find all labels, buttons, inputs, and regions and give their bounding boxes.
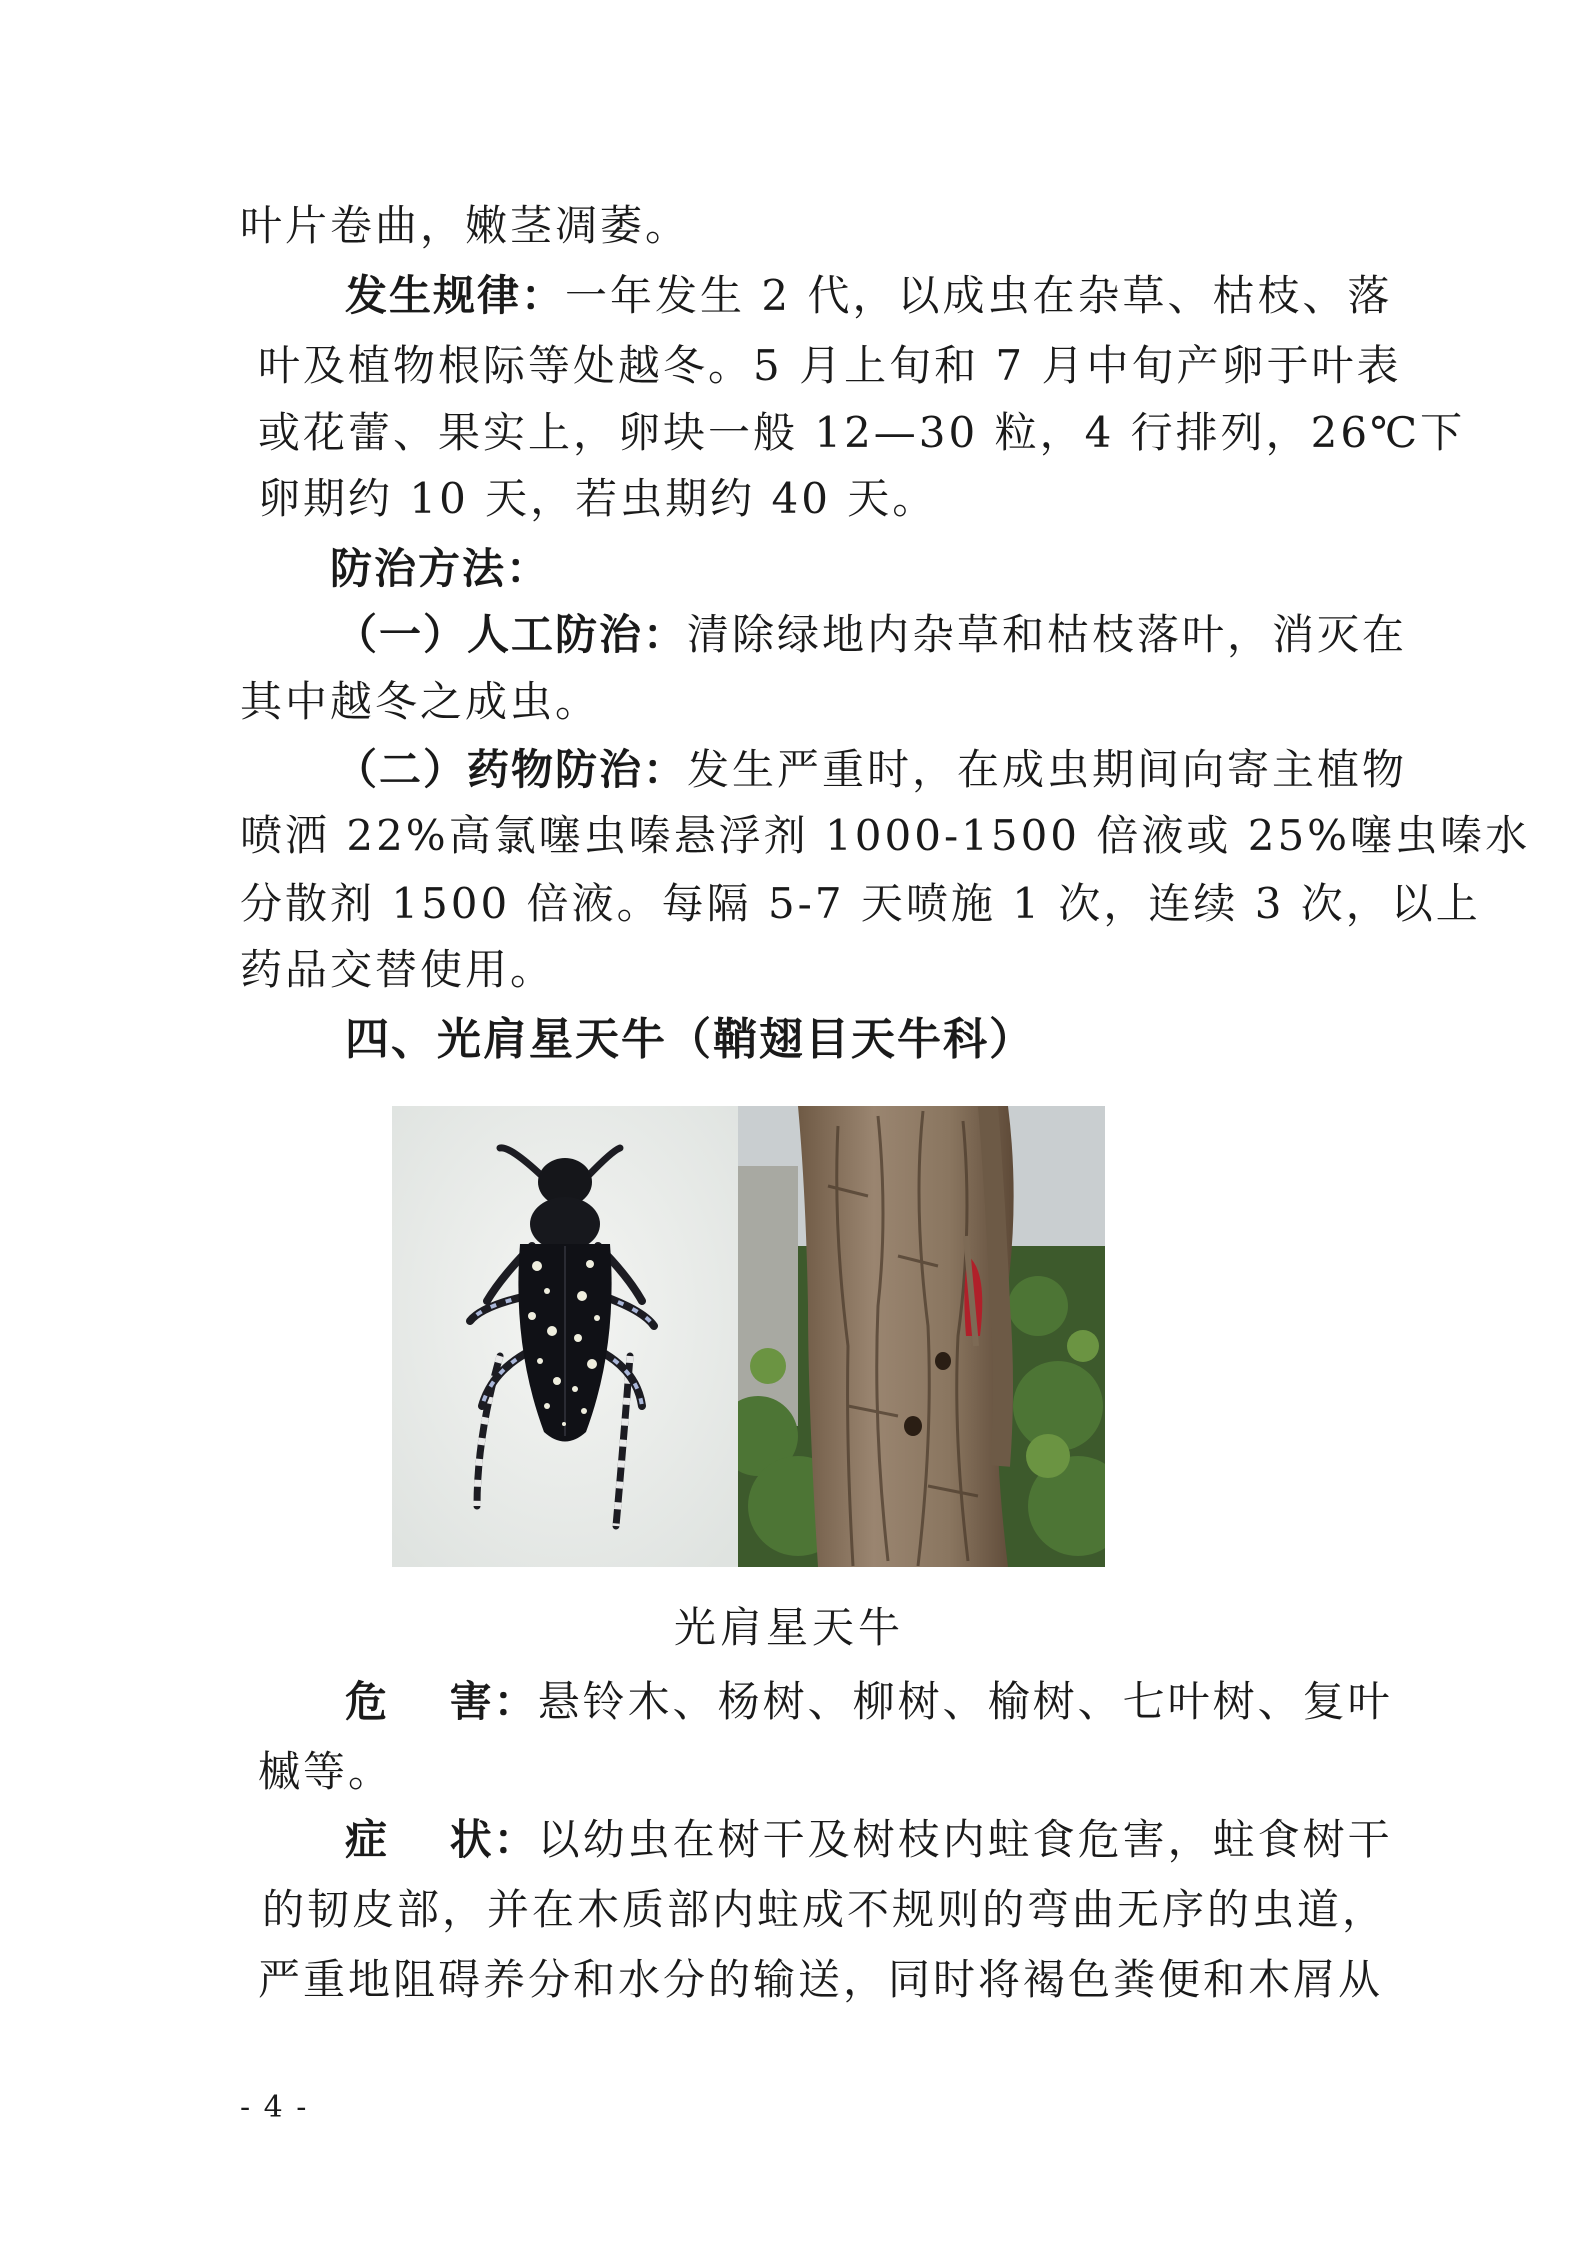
manual-label: （一）人工防治： bbox=[335, 610, 688, 659]
symptom-text: 以幼虫在树干及树枝内蛀食危害，蛀食树干 bbox=[537, 1815, 1393, 1864]
paragraph-symptom bbox=[345, 1810, 1393, 1870]
text-line: 或花蕾、果实上，卵块一般 12—30 粒，4 行排列，26℃下 bbox=[258, 408, 1466, 457]
text-line: 严重地阻碍养分和水分的输送，同时将褐色粪便和木屑从 bbox=[258, 1955, 1384, 2004]
tree-trunk-damage-image bbox=[738, 1106, 1105, 1567]
symptom-label: 症 状： bbox=[345, 1815, 538, 1864]
text-line: 分散剂 1500 倍液。每隔 5-7 天喷施 1 次，连续 3 次，以上 bbox=[240, 879, 1481, 928]
text-line: 喷洒 22%高氯噻虫嗪悬浮剂 1000-1500 倍液或 25%噻虫嗪水 bbox=[240, 811, 1531, 860]
manual-text: 清除绿地内杂草和枯枝落叶，消灭在 bbox=[687, 610, 1408, 659]
page-number: - 4 - bbox=[240, 2090, 309, 2125]
harm-label: 危 害： bbox=[345, 1677, 538, 1726]
occurrence-text: 一年发生 2 代，以成虫在杂草、枯枝、落 bbox=[565, 271, 1393, 320]
text-line: 叶及植物根际等处越冬。5 月上旬和 7 月中旬产卵于叶表 bbox=[258, 341, 1402, 390]
figure-caption: 光肩星天牛 bbox=[674, 1603, 905, 1652]
chem-label: （二）药物防治： bbox=[335, 745, 688, 794]
text-line: 的韧皮部，并在木质部内蛀成不规则的弯曲无序的虫道， bbox=[262, 1885, 1388, 1934]
paragraph-occurrence bbox=[345, 266, 1392, 326]
section-heading: 四、光肩星天牛（鞘翅目天牛科） bbox=[345, 1014, 1035, 1065]
harm-text: 悬铃木、杨树、柳树、榆树、七叶树、复叶 bbox=[537, 1677, 1393, 1726]
text-line: 其中越冬之成虫。 bbox=[240, 677, 601, 726]
paragraph-chemical bbox=[335, 740, 1407, 800]
text-line: 卵期约 10 天，若虫期约 40 天。 bbox=[258, 474, 938, 523]
beetle-specimen-image bbox=[392, 1106, 738, 1567]
text-line: 药品交替使用。 bbox=[240, 945, 556, 994]
control-heading: 防治方法： bbox=[330, 544, 551, 593]
paragraph-harm bbox=[345, 1672, 1393, 1732]
paragraph-manual bbox=[335, 605, 1407, 665]
chem-text: 发生严重时，在成虫期间向寄主植物 bbox=[687, 745, 1408, 794]
text-line: 叶片卷曲，嫩茎凋萎。 bbox=[240, 201, 691, 250]
text-line: 槭等。 bbox=[258, 1747, 394, 1796]
occurrence-label: 发生规律： bbox=[345, 271, 566, 320]
